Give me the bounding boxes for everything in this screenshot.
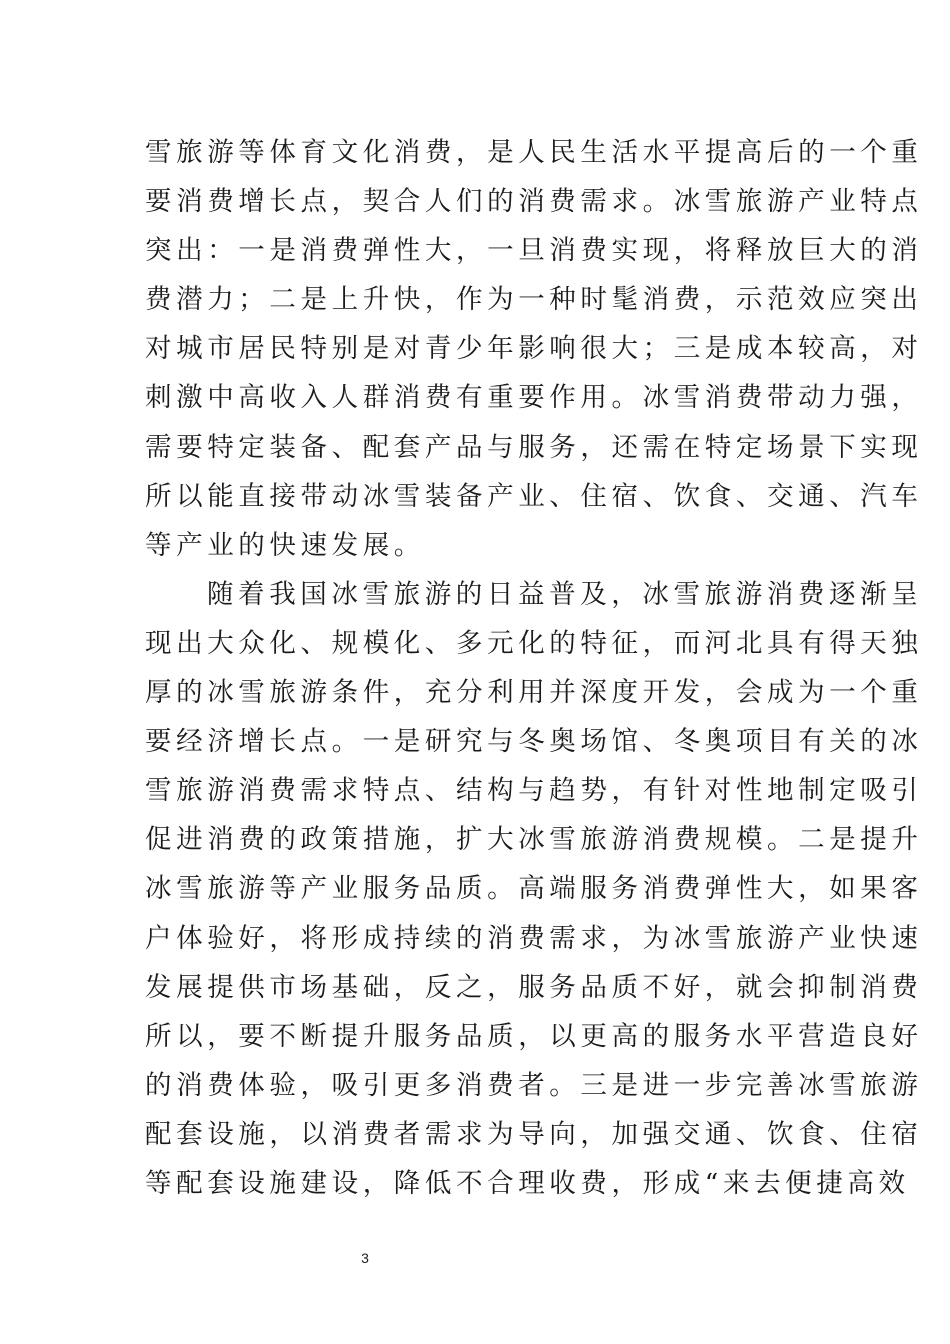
text-line: 要经济增长点。一是研究与冬奥场馆、冬奥项目有关的冰	[145, 726, 923, 758]
text-line: 费潜力；二是上升快，作为一种时髦消费，示范效应突出	[145, 284, 923, 316]
text-line: 雪旅游消费需求特点、结构与趋势，有针对性地制定吸引	[145, 775, 923, 807]
paragraph-2	[145, 570, 923, 1208]
paragraph-1	[145, 128, 923, 570]
text-line: 户体验好，将形成持续的消费需求，为冰雪旅游产业快速	[145, 922, 923, 954]
text-line: 对城市居民特别是对青少年影响很大；三是成本较高，对	[145, 333, 923, 365]
text-line: 的消费体验，吸引更多消费者。三是进一步完善冰雪旅游	[145, 1069, 923, 1101]
text-line: 雪旅游等体育文化消费，是人民生活水平提高后的一个重	[145, 137, 923, 168]
text-line: 冰雪旅游等产业服务品质。高端服务消费弹性大，如果客	[145, 873, 923, 905]
page-number: 3	[361, 1250, 369, 1266]
text-line: 发展提供市场基础，反之，服务品质不好，就会抑制消费	[145, 971, 923, 1003]
text-line: 现出大众化、规模化、多元化的特征，而河北具有得天独	[145, 627, 923, 659]
text-line: 等配套设施建设，降低不合理收费，形成“来去便捷高效	[145, 1167, 910, 1199]
body-text	[145, 128, 923, 1208]
text-line: 所以能直接带动冰雪装备产业、住宿、饮食、交通、汽车	[145, 480, 923, 512]
text-line: 所以，要不断提升服务品质，以更高的服务水平营造良好	[145, 1020, 923, 1052]
text-line-indented: 随着我国冰雪旅游的日益普及，冰雪旅游消费逐渐呈	[207, 578, 923, 610]
text-line: 突出：一是消费弹性大，一旦消费实现，将释放巨大的消	[145, 235, 923, 267]
text-line: 要消费增长点，契合人们的消费需求。冰雪旅游产业特点	[145, 186, 923, 218]
text-line: 配套设施，以消费者需求为导向，加强交通、饮食、住宿	[145, 1118, 923, 1150]
text-line: 促进消费的政策措施，扩大冰雪旅游消费规模。二是提升	[145, 824, 923, 856]
text-line: 需要特定装备、配套产品与服务，还需在特定场景下实现	[145, 431, 923, 463]
text-line: 等产业的快速发展。	[145, 529, 425, 561]
text-line: 厚的冰雪旅游条件，充分利用并深度开发，会成为一个重	[145, 677, 923, 709]
text-line: 刺激中高收入人群消费有重要作用。冰雪消费带动力强，	[145, 382, 923, 414]
